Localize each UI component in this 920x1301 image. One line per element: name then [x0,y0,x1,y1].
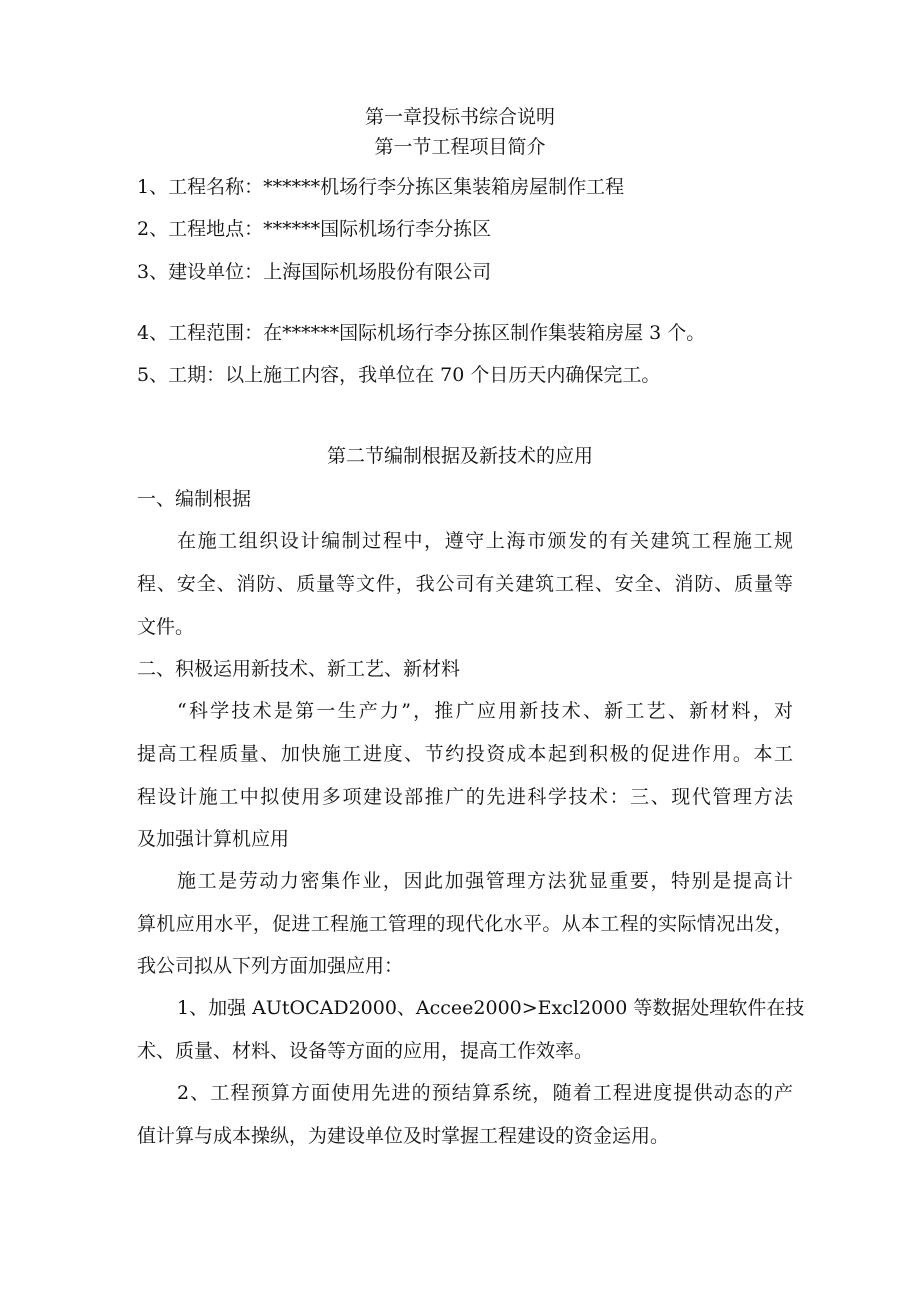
paragraph-line: 在施工组织设计编制过程中，遵守上海市颁发的有关建筑工程施工规 [177,530,793,552]
project-location-item: 2、工程地点：******国际机场行李分拣区 [137,218,492,240]
paragraph-line: 程设计施工中拟使用多项建设部推广的先进科学技术：三、现代管理方法 [137,786,793,808]
paragraph-line: 施工是劳动力密集作业，因此加强管理方法犹显重要，特别是提高计 [177,870,793,892]
paragraph-line: 文件。 [137,616,195,638]
construction-unit-item: 3、建设单位：上海国际机场股份有限公司 [137,261,492,283]
heading-new-tech: 二、积极运用新技术、新工艺、新材料 [137,658,461,680]
section-2-title: 第二节编制根据及新技术的应用 [326,445,593,467]
paragraph-line: 1、加强 AUtOCAD2000、Accee2000>Excl2000 等数据处理软件在技 [177,997,805,1019]
paragraph-line: 程、安全、消防、质量等文件，我公司有关建筑工程、安全、消防、质量等 [137,573,793,595]
paragraph-line: 术、质量、材料、设备等方面的应用，提高工作效率。 [137,1040,594,1062]
paragraph-line: 及加强计算机应用 [137,828,290,850]
paragraph-line: 2、工程预算方面使用先进的预结算系统，随着工程进度提供动态的产 [177,1082,793,1104]
paragraph-line: 值计算与成本操纵，为建设单位及时掌握工程建设的资金运用。 [137,1125,670,1147]
section-1-title: 第一节工程项目简介 [374,136,546,158]
chapter-title: 第一章投标书综合说明 [364,106,555,128]
paragraph-line: 提高工程质量、加快施工进度、节约投资成本起到积极的促进作用。本工 [137,743,793,765]
project-scope-item: 4、工程范围：在******国际机场行李分拣区制作集装箱房屋 3 个。 [137,322,706,344]
paragraph-line: 我公司拟从下列方面加强应用： [137,955,404,977]
paragraph-line: 算机应用水平，促进工程施工管理的现代化水平。从本工程的实际情况出发， [137,913,793,935]
paragraph-line: “科学技术是第一生产力”，推广应用新技术、新工艺、新材料，对 [177,700,793,722]
project-name-item: 1、工程名称：******机场行李分拣区集装箱房屋制作工程 [137,176,625,198]
project-duration-item: 5、工期：以上施工内容，我单位在 70 个日历天内确保完工。 [137,364,661,386]
heading-basis: 一、编制根据 [137,488,252,510]
